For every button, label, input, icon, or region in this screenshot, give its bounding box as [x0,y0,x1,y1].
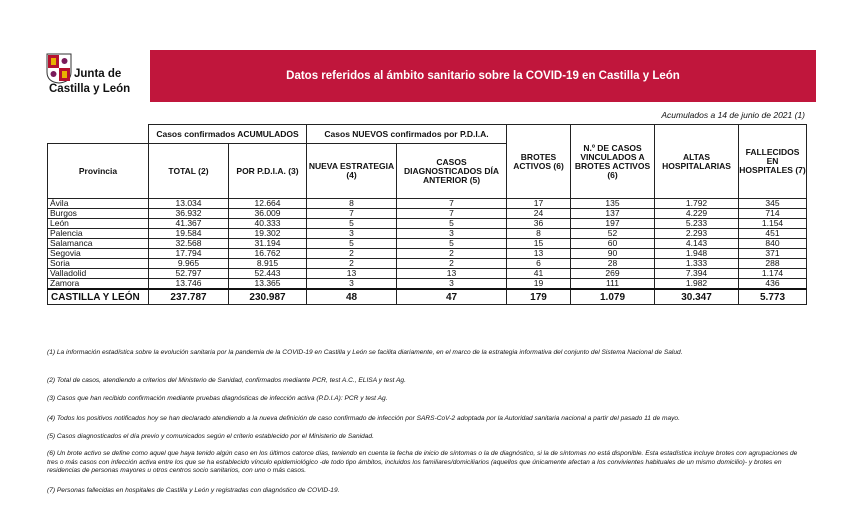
value-cell: 19.302 [229,229,307,239]
value-cell: 137 [571,209,655,219]
table-row [48,269,807,279]
page-title-banner [150,50,816,102]
footnote-2: (2) Total de casos, atendiendo a criterios del Ministerio de Sanidad, confirmados mediante PCR, test A.C., ELISA y test Ag. [47,377,406,384]
header-pdia: POR P.D.I.A. (3) [229,144,307,199]
table-row [48,279,807,290]
header-brotes: BROTES ACTIVOS (6) [507,125,571,199]
value-cell: 5 [307,219,397,229]
total-value-cell: 5.773 [739,289,807,305]
value-cell: 36.932 [149,209,229,219]
empty-corner [48,125,149,144]
value-cell: 5.233 [655,219,739,229]
value-cell: 111 [571,279,655,290]
header-vinculados: N.º DE CASOS VINCULADOS A BROTES ACTIVOS (6) [571,125,655,199]
logo-line2: Castilla y León [49,83,131,95]
total-value-cell: 30.347 [655,289,739,305]
footnote-1: (1) La información estadística sobre la evolución sanitaria por la pandemia de la COVID-19 en Castilla y León se facilita diariamente, en el marco de la estrategia informativa del conjunto del Sistema Nacional de Salud. [47,349,683,356]
header-total: TOTAL (2) [149,144,229,199]
value-cell: 36 [507,219,571,229]
value-cell: 1.792 [655,199,739,209]
footnote-5: (5) Casos diagnosticados el día previo y comunicados según el criterio establecido por el Ministerio de Sanidad. [47,433,374,440]
value-cell: 6 [507,259,571,269]
value-cell: 15 [507,239,571,249]
header-group-acumulados: Casos confirmados ACUMULADOS [149,125,307,144]
value-cell: 28 [571,259,655,269]
value-cell: 714 [739,209,807,219]
total-value-cell: 48 [307,289,397,305]
value-cell: 13 [397,269,507,279]
total-label-cell: CASTILLA Y LEÓN [48,289,149,305]
province-cell: Segovia [48,249,149,259]
value-cell: 345 [739,199,807,209]
value-cell: 19.584 [149,229,229,239]
province-cell: Soria [48,259,149,269]
value-cell: 9.965 [149,259,229,269]
page-title: Datos referidos al ámbito sanitario sobre la COVID-19 en Castilla y León [286,70,680,82]
value-cell: 17 [507,199,571,209]
table-row [48,229,807,239]
table-row [48,219,807,229]
province-cell: Valladolid [48,269,149,279]
province-cell: León [48,219,149,229]
total-value-cell: 47 [397,289,507,305]
value-cell: 13.746 [149,279,229,290]
value-cell: 1.174 [739,269,807,279]
value-cell: 8 [507,229,571,239]
total-value-cell: 230.987 [229,289,307,305]
table-row [48,249,807,259]
footnote-7: (7) Personas fallecidas en hospitales de Castilla y León y registradas con diagnóstico de COVID-19. [47,487,340,494]
value-cell: 7 [397,209,507,219]
value-cell: 5 [397,219,507,229]
value-cell: 13 [507,249,571,259]
value-cell: 3 [307,279,397,290]
footnote-4: (4) Todos los positivos notificados hoy se han declarado atendiendo a la nueva definición de caso confirmado de infección por SARS-CoV-2 adoptada por la Autoridad sanitaria nacional a partir del pasado 11 de mayo. [47,415,680,422]
value-cell: 371 [739,249,807,259]
value-cell: 3 [397,279,507,290]
table-row [48,199,807,209]
junta-logo [46,52,146,102]
value-cell: 451 [739,229,807,239]
total-value-cell: 179 [507,289,571,305]
total-value-cell: 1.079 [571,289,655,305]
value-cell: 41.367 [149,219,229,229]
value-cell: 36.009 [229,209,307,219]
value-cell: 13.034 [149,199,229,209]
value-cell: 2 [307,249,397,259]
province-cell: Ávila [48,199,149,209]
accumulated-date: Acumulados a 14 de junio de 2021 (1) [661,110,805,120]
value-cell: 2.293 [655,229,739,239]
province-cell: Salamanca [48,239,149,249]
value-cell: 12.664 [229,199,307,209]
value-cell: 2 [397,249,507,259]
value-cell: 52.443 [229,269,307,279]
value-cell: 2 [307,259,397,269]
table-row [48,239,807,249]
value-cell: 7 [307,209,397,219]
value-cell: 840 [739,239,807,249]
value-cell: 40.333 [229,219,307,229]
header-fallecidos: FALLECIDOS EN HOSPITALES (7) [739,125,807,199]
value-cell: 52.797 [149,269,229,279]
value-cell: 4.229 [655,209,739,219]
footnote-3: (3) Casos que han recibido confirmación mediante pruebas diagnósticas de infección activa (P.D.I.A): PCR y test Ag. [47,395,388,402]
value-cell: 197 [571,219,655,229]
header-group-nuevos: Casos NUEVOS confirmados por P.D.I.A. [307,125,507,144]
value-cell: 31.194 [229,239,307,249]
value-cell: 13.365 [229,279,307,290]
header-provincia: Provincia [48,144,149,199]
province-cell: Zamora [48,279,149,290]
header-altas: ALTAS HOSPITALARIAS [655,125,739,199]
value-cell: 32.568 [149,239,229,249]
value-cell: 24 [507,209,571,219]
value-cell: 8.915 [229,259,307,269]
header-diagnosticados: CASOS DIAGNOSTICADOS DÍA ANTERIOR (5) [397,144,507,199]
value-cell: 288 [739,259,807,269]
value-cell: 135 [571,199,655,209]
header-nueva-estrategia: NUEVA ESTRATEGIA (4) [307,144,397,199]
value-cell: 60 [571,239,655,249]
table-row [48,259,807,269]
province-cell: Palencia [48,229,149,239]
value-cell: 90 [571,249,655,259]
coat-of-arms-icon [46,52,72,84]
table-row [48,209,807,219]
value-cell: 13 [307,269,397,279]
value-cell: 4.143 [655,239,739,249]
value-cell: 1.982 [655,279,739,290]
value-cell: 7.394 [655,269,739,279]
value-cell: 5 [307,239,397,249]
province-cell: Burgos [48,209,149,219]
value-cell: 7 [397,199,507,209]
covid-data-table [47,124,807,305]
value-cell: 41 [507,269,571,279]
value-cell: 52 [571,229,655,239]
value-cell: 1.333 [655,259,739,269]
value-cell: 5 [397,239,507,249]
value-cell: 2 [397,259,507,269]
value-cell: 269 [571,269,655,279]
logo-line1: Junta de [74,68,122,80]
value-cell: 3 [307,229,397,239]
value-cell: 436 [739,279,807,290]
value-cell: 3 [397,229,507,239]
total-row [48,289,807,305]
footnote-6: (6) Un brote activo se define como aquel que haya tenido algún caso en los últimos catorce días, teniendo en cuenta la fecha de inicio de síntomas o la de diagnóstico, si la de síntomas no está disponible. Esta estadística incluye brotes con agrupaciones de tres o más casos con infección activa entre los que se ha establecido vínculo epidemiológico -de todo tipo ámbitos, incluidos los familiares/domiciliarios (aquellos que únicamente afectan a los convivientes habituales de un mismo domicilio)- y brotes en residencias de personas mayores u otros centros socio sanitarios, con uno o más casos. [47,450,798,474]
value-cell: 8 [307,199,397,209]
value-cell: 16.762 [229,249,307,259]
value-cell: 1.154 [739,219,807,229]
value-cell: 19 [507,279,571,290]
total-value-cell: 237.787 [149,289,229,305]
value-cell: 17.794 [149,249,229,259]
value-cell: 1.948 [655,249,739,259]
